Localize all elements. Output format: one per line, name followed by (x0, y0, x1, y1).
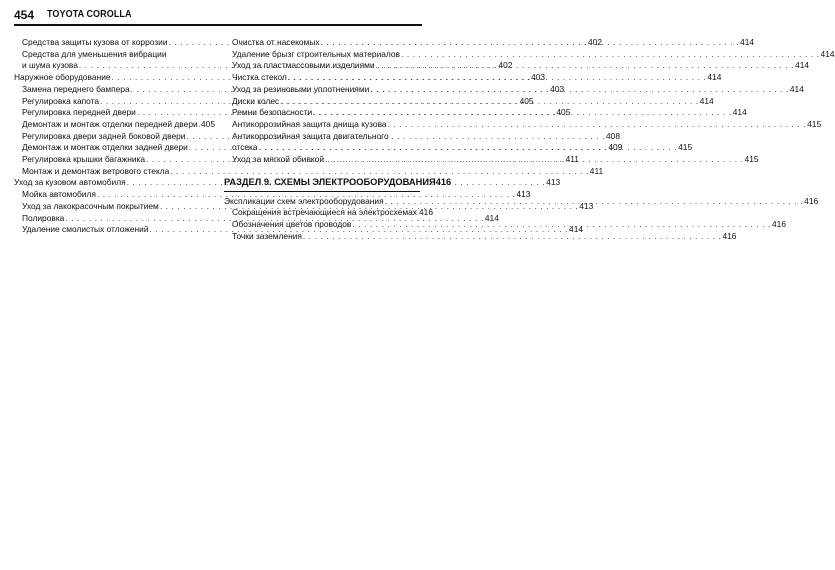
toc-entry: Сокращения встречающиеся на электросхемах 416 (232, 207, 433, 218)
toc-entry: Уход за резиновыми уплотнениями . . . 414 (224, 84, 420, 96)
toc-entry: Мойка автомобиля . . . 413 (14, 189, 215, 201)
book-title: TOYOTA COROLLA (47, 9, 132, 20)
toc-entry: Регулировка двери задней боковой двери . . . 408 (14, 131, 215, 143)
toc-entry: Полировка . . . 414 (14, 213, 215, 225)
toc-entry: Экспликации схем электрооборудования . . . 416 (224, 196, 420, 208)
toc-entry: Наружное оборудование . . . 403 (14, 72, 215, 84)
toc-entry: Монтаж и демонтаж ветрового стекла . . . 411 (14, 166, 215, 178)
toc-entry: отсека . . . 415 (224, 142, 420, 154)
toc-entry-first-line: Антикоррозийная защита двигательного (232, 130, 389, 141)
page-header (14, 8, 422, 26)
toc-entry: Регулировка передней двери . . . 405 (14, 107, 215, 119)
toc-entry: Антикоррозийная защита днища кузова . . . 415 (224, 119, 420, 131)
toc-entry: Удаление брызг строительных материалов . . . 414 (224, 49, 420, 61)
section-heading: РАЗДЕЛ 9. СХЕМЫ ЭЛЕКТРООБОРУДОВАНИЯ 416 (224, 176, 420, 192)
section-heading-page: 416 (435, 176, 452, 187)
toc-entry: Средства защиты кузова от коррозии . . . 402 (14, 37, 215, 49)
toc-entry: Чистка стекол . . . 414 (224, 72, 420, 84)
toc-entry: Обозначения цветов проводов . . . 416 (224, 219, 420, 231)
toc-entry: Уход за лакокрасочным покрытием . . . 413 (14, 201, 215, 213)
toc-entry: Уход за кузовом автомобиля . . . 413 (14, 177, 215, 189)
toc-entry: Демонтаж и монтаж отделки задней двери . . . 409 (14, 142, 215, 154)
page-number: 454 (14, 8, 35, 22)
toc-entry: Демонтаж и монтаж отделки передней двери . . . 405 (14, 119, 215, 131)
toc-entry: Диски колес . . . 414 (224, 96, 420, 108)
toc-entry: Уход за пластмассовыми изделиями . . . 414 (224, 60, 420, 72)
toc-entry: и шума кузова . . . 402 (14, 60, 215, 72)
toc-entry: Очистка от насекомых . . . 414 (224, 37, 420, 49)
toc-entry: Точки заземления . . . 416 (224, 231, 420, 243)
toc-entry: Регулировка крышки багажника . . . 411 (14, 154, 215, 166)
toc-entry: Регулировка капота . . . 405 (14, 96, 215, 108)
toc-entry: Замена переднего бампера . . . 403 (14, 84, 215, 96)
toc-entry-first-line: Средства для уменьшения вибрации (22, 48, 167, 59)
toc-entry: Ремни безопасности . . . 414 (224, 107, 420, 119)
toc-entry: Удаление смолистых отложений . . . 414 (14, 224, 215, 236)
toc-entry: Уход за мягкой обивкой . . . 415 (224, 154, 420, 166)
